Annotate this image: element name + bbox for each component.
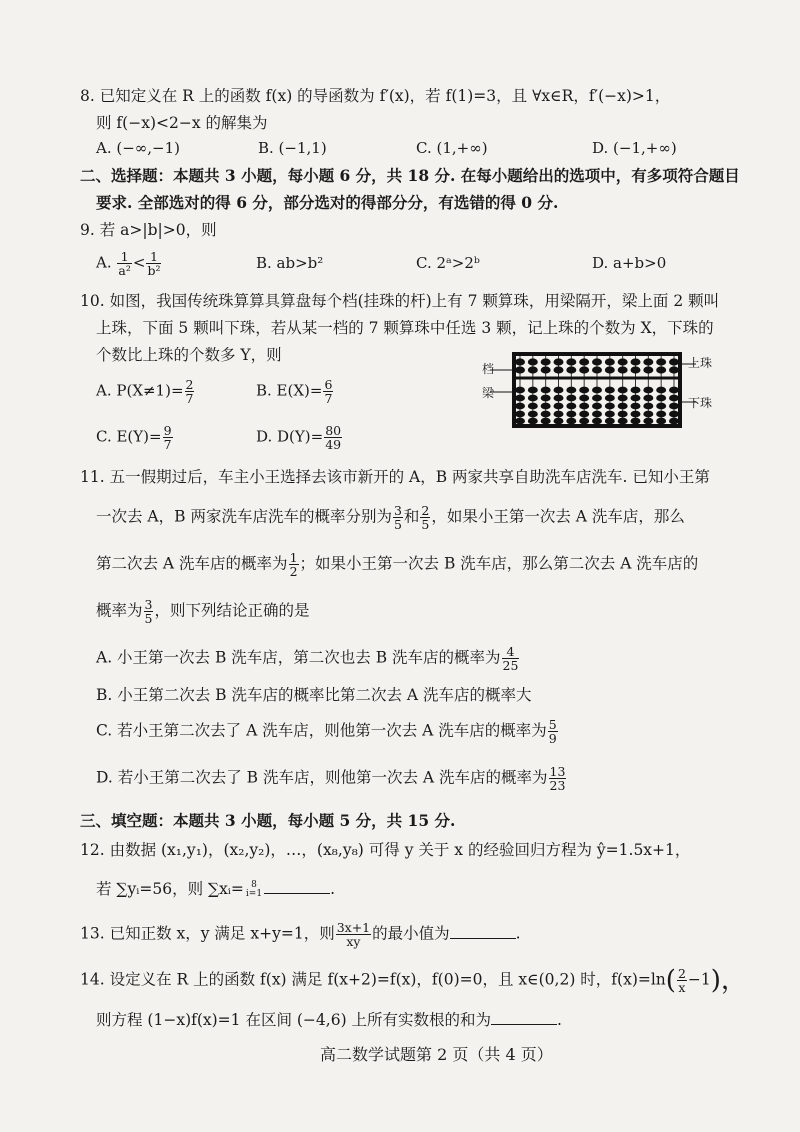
- fraction: $\frac{13}{23}$: [549, 764, 566, 793]
- q13-text: 13. 已知正数 x，y 满足 x+y=1，则: [80, 924, 335, 943]
- abacus-lower-bead: [554, 403, 564, 410]
- q13-text: .: [515, 924, 521, 943]
- abacus-lower-bead: [579, 418, 589, 425]
- fraction: $\frac{6}{7}$: [324, 377, 333, 406]
- q11-option-d-text: D. 若小王第二次去了 B 洗车店，则他第一次去 A 洗车店的概率为: [96, 768, 548, 787]
- abacus-lower-bead: [528, 418, 538, 425]
- q9-stem: 9. 若 a>|b|>0，则: [80, 221, 217, 239]
- abacus-lower-bead: [515, 387, 525, 394]
- fraction: $\frac{3}{5}$: [393, 503, 402, 532]
- abacus-upper-bead: [566, 358, 576, 365]
- q10-option-d-label: D. D(Y)=: [256, 427, 324, 446]
- abacus-upper-bead: [605, 358, 615, 365]
- abacus-lower-bead: [554, 387, 564, 394]
- q10-option-a-label: A. P(X≠1)=: [96, 381, 184, 400]
- abacus-lower-bead: [566, 418, 576, 425]
- q11-stem-line4: [96, 598, 309, 625]
- answer-blank[interactable]: [264, 879, 330, 894]
- abacus-lower-bead: [528, 387, 538, 394]
- abacus-lower-bead: [605, 403, 615, 410]
- fraction: $\frac{9}{7}$: [163, 423, 172, 452]
- fraction: $\frac{5}{9}$: [548, 717, 557, 746]
- q14-stem-line1: [80, 967, 747, 994]
- abacus-label-liang: 梁: [482, 386, 495, 400]
- q9-option-b: B. ab>b²: [256, 254, 324, 272]
- abacus-upper-bead: [643, 358, 653, 365]
- abacus-lower-bead: [592, 387, 602, 394]
- abacus-figure: [482, 348, 720, 432]
- abacus-upper-bead: [566, 366, 576, 373]
- abacus-lower-bead: [554, 418, 564, 425]
- abacus-lower-bead: [669, 387, 679, 394]
- abacus-lower-bead: [643, 387, 653, 394]
- abacus-lower-bead: [541, 395, 551, 402]
- abacus-lower-bead: [656, 387, 666, 394]
- abacus-lower-bead: [631, 411, 641, 418]
- abacus-upper-bead: [528, 358, 538, 365]
- q10-option-a: [96, 378, 195, 405]
- sum-limits: 8 i=1: [245, 880, 263, 899]
- q14-paren: )，: [710, 965, 747, 996]
- abacus-lower-bead: [528, 411, 538, 418]
- q10-stem-line1: 10. 如图，我国传统珠算算具算盘每个档(挂珠的杆)上有 7 颗算珠，用梁隔开，梁上面 2 颗叫: [80, 292, 720, 310]
- abacus-lower-bead: [541, 403, 551, 410]
- page-footer: 高二数学试题第 2 页（共 4 页）: [320, 1045, 553, 1064]
- q8-stem-line2: 则 f(−x)<2−x 的解集为: [96, 114, 268, 132]
- q13-stem: [80, 921, 521, 948]
- fraction: $\frac{4}{25}$: [502, 644, 519, 673]
- q11-stem-line3: [96, 551, 698, 578]
- q10-option-b: [256, 378, 334, 405]
- abacus-upper-bead: [579, 366, 589, 373]
- abacus-label-upper: 上珠: [688, 356, 713, 370]
- abacus-lower-bead: [631, 387, 641, 394]
- abacus-upper-bead: [592, 366, 602, 373]
- abacus-lower-bead: [605, 418, 615, 425]
- abacus-lower-bead: [669, 411, 679, 418]
- abacus-upper-bead: [528, 366, 538, 373]
- q11-option-d: [96, 765, 567, 792]
- abacus-upper-bead: [605, 366, 615, 373]
- abacus-lower-bead: [515, 395, 525, 402]
- q14-text: 14. 设定义在 R 上的函数 f(x) 满足 f(x+2)=f(x)，f(0)=0，且 x∈(0,2) 时，f(x)=ln: [80, 970, 666, 989]
- q11-text: 概率为: [96, 601, 143, 620]
- abacus-lower-bead: [631, 403, 641, 410]
- abacus-label-dang: 档: [482, 362, 495, 376]
- abacus-lower-bead: [592, 403, 602, 410]
- q11-text: 第二次去 A 洗车店的概率为: [96, 554, 288, 573]
- abacus-lower-bead: [605, 395, 615, 402]
- q11-text: ；如果小王第一次去 B 洗车店，那么第二次去 A 洗车店的: [299, 554, 699, 573]
- abacus-lower-bead: [643, 411, 653, 418]
- abacus-lower-bead: [643, 395, 653, 402]
- q11-option-c: [96, 718, 559, 745]
- fraction: $\frac{2}{7}$: [185, 377, 194, 406]
- q10-stem-line2: 上珠，下面 5 颗叫下珠，若从某一档的 7 颗算珠中任选 3 颗，记上珠的个数为 X，下珠的: [96, 319, 714, 337]
- abacus-lower-bead: [656, 395, 666, 402]
- section3-heading: 三、填空题：本题共 3 小题，每小题 5 分，共 15 分.: [80, 811, 456, 830]
- abacus-lower-bead: [592, 418, 602, 425]
- abacus-lower-bead: [592, 395, 602, 402]
- q8-stem: 8. 已知定义在 R 上的函数 f(x) 的导函数为 f′(x)，若 f(1)=3，且 ∀x∈R，f′(−x)>1，: [80, 87, 671, 105]
- answer-blank[interactable]: [450, 924, 516, 939]
- answer-blank[interactable]: [491, 1010, 557, 1025]
- q12-text: 若 ∑yᵢ=56，则 ∑xᵢ=: [96, 880, 244, 898]
- abacus-lower-bead: [592, 411, 602, 418]
- abacus-lower-bead: [528, 403, 538, 410]
- abacus-upper-bead: [656, 358, 666, 365]
- q14-text: .: [557, 1011, 562, 1029]
- abacus-upper-bead: [541, 358, 551, 365]
- q12-stem-line1: 12. 由数据 (x₁,y₁)，(x₂,y₂)，…，(x₈,y₈) 可得 y 关于 x 的经验回归方程为 ŷ=1.5x+1，: [80, 841, 691, 859]
- abacus-lower-bead: [541, 418, 551, 425]
- abacus-lower-bead: [605, 387, 615, 394]
- q9-option-c: C. 2ᵃ>2ᵇ: [416, 254, 480, 272]
- q9-option-a-label: A.: [96, 253, 112, 272]
- section2-heading-line2: 要求. 全部选对的得 6 分，部分选对的得部分分，有选错的得 0 分.: [96, 193, 559, 212]
- abacus-lower-bead: [554, 395, 564, 402]
- abacus-upper-bead: [554, 366, 564, 373]
- abacus-upper-bead: [579, 358, 589, 365]
- abacus-rods: [515, 356, 679, 424]
- abacus-upper-bead: [554, 358, 564, 365]
- abacus-lower-bead: [566, 395, 576, 402]
- abacus-lower-bead: [528, 395, 538, 402]
- abacus-lower-bead: [631, 418, 641, 425]
- q13-text: 的最小值为: [372, 924, 450, 943]
- abacus-lower-bead: [669, 403, 679, 410]
- abacus-lower-bead: [579, 395, 589, 402]
- q9-option-a: [96, 250, 162, 277]
- q9-option-a-op: <: [132, 253, 146, 272]
- abacus-lower-bead: [515, 418, 525, 425]
- q10-stem-line3: 个数比上珠的个数多 Y，则: [96, 346, 282, 364]
- fraction: $\frac{1}{\text{a²}}$: [118, 249, 131, 278]
- q8-option-a: A. (−∞,−1): [96, 139, 181, 157]
- abacus-lower-bead: [579, 387, 589, 394]
- q8-option-c: C. (1,+∞): [416, 139, 488, 157]
- abacus-lower-bead: [618, 403, 628, 410]
- abacus-lower-bead: [643, 403, 653, 410]
- section2-heading: 二、选择题：本题共 3 小题，每小题 6 分，共 18 分. 在每小题给出的选项中，有多项符合题目: [80, 166, 740, 185]
- abacus-lower-bead: [515, 411, 525, 418]
- fraction: $\frac{80}{49}$: [325, 423, 342, 452]
- q11-text: ，如果小王第一次去 A 洗车店，那么: [431, 507, 685, 526]
- abacus-upper-bead: [669, 366, 679, 373]
- abacus-upper-bead: [515, 366, 525, 373]
- abacus-upper-bead: [618, 358, 628, 365]
- q8-option-b: B. (−1,1): [258, 139, 327, 157]
- abacus-upper-bead: [631, 366, 641, 373]
- q12-stem-line2: [96, 878, 335, 900]
- abacus-upper-bead: [618, 366, 628, 373]
- abacus-label-lower: 下珠: [688, 396, 713, 410]
- abacus-lower-bead: [631, 395, 641, 402]
- abacus-lower-bead: [643, 418, 653, 425]
- fraction: $\frac{2}{x}$: [677, 966, 686, 995]
- q11-stem-line1: 11. 五一假期过后，车主小王选择去该市新开的 A，B 两家共享自助洗车店洗车. 已知小王第: [80, 468, 710, 486]
- abacus-lower-bead: [618, 395, 628, 402]
- abacus-lower-bead: [541, 411, 551, 418]
- abacus-upper-bead: [669, 358, 679, 365]
- abacus-lower-bead: [541, 387, 551, 394]
- q10-option-d: [256, 424, 343, 451]
- fraction: $\frac{3x+1}{xy}$: [336, 920, 371, 949]
- fraction: $\frac{2}{5}$: [421, 503, 430, 532]
- abacus-lower-bead: [566, 387, 576, 394]
- q11-option-b: B. 小王第二次去 B 洗车店的概率比第二次去 A 洗车店的概率大: [96, 686, 532, 704]
- abacus-lower-bead: [669, 418, 679, 425]
- abacus-lower-bead: [554, 411, 564, 418]
- abacus-lower-bead: [656, 418, 666, 425]
- abacus-lower-bead: [618, 411, 628, 418]
- abacus-lower-bead: [566, 403, 576, 410]
- abacus-lower-bead: [618, 387, 628, 394]
- abacus-upper-bead: [643, 366, 653, 373]
- q11-text: 一次去 A，B 两家洗车店洗车的概率分别为: [96, 507, 392, 526]
- abacus-lower-bead: [656, 411, 666, 418]
- abacus-drawing: [490, 348, 720, 432]
- fraction: $\frac{1}{2}$: [289, 550, 298, 579]
- q11-option-a: [96, 645, 520, 672]
- q11-option-a-text: A. 小王第一次去 B 洗车店，第二次也去 B 洗车店的概率为: [96, 648, 501, 667]
- abacus-lower-bead: [566, 411, 576, 418]
- q10-option-c-label: C. E(Y)=: [96, 427, 162, 446]
- abacus-lower-bead: [669, 395, 679, 402]
- q11-text: 和: [403, 507, 420, 526]
- abacus-lower-bead: [656, 403, 666, 410]
- abacus-lower-bead: [605, 411, 615, 418]
- abacus-lower-bead: [579, 403, 589, 410]
- q14-text: 则方程 (1−x)f(x)=1 在区间 (−4,6) 上所有实数根的和为: [96, 1011, 492, 1029]
- fraction: $\frac{3}{5}$: [144, 597, 153, 626]
- abacus-lower-bead: [515, 403, 525, 410]
- q14-paren: (: [665, 965, 676, 996]
- abacus-upper-bead: [515, 358, 525, 365]
- q10-option-b-label: B. E(X)=: [256, 381, 323, 400]
- q12-text: .: [330, 880, 336, 898]
- q11-option-c-text: C. 若小王第二次去了 A 洗车店，则他第一次去 A 洗车店的概率为: [96, 721, 547, 740]
- abacus-upper-bead: [656, 366, 666, 373]
- q11-text: ，则下列结论正确的是: [154, 601, 310, 620]
- abacus-upper-bead: [631, 358, 641, 365]
- fraction: $\frac{1}{\text{b²}}$: [147, 249, 161, 278]
- q8-option-d: D. (−1,+∞): [592, 139, 677, 157]
- q10-option-c: [96, 424, 174, 451]
- q9-option-d: D. a+b>0: [592, 254, 667, 272]
- q14-text: −1: [687, 970, 711, 989]
- abacus-upper-bead: [592, 358, 602, 365]
- abacus-upper-bead: [541, 366, 551, 373]
- q14-stem-line2: [96, 1009, 562, 1031]
- abacus-lower-bead: [618, 418, 628, 425]
- abacus-lower-bead: [579, 411, 589, 418]
- q11-stem-line2: [96, 504, 685, 531]
